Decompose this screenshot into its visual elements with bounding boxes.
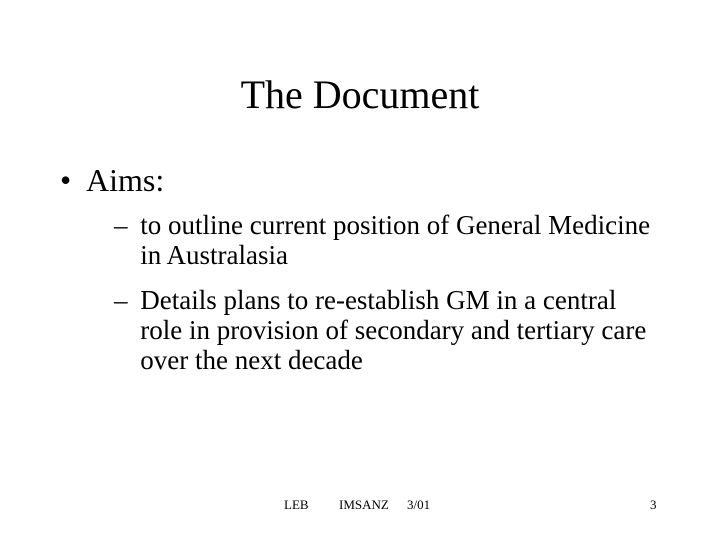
bullet-aims	[60, 161, 164, 199]
subpoint-1-line-1: to outline current position of General Medicine	[140, 210, 651, 240]
footer-page-number: 3	[650, 497, 657, 512]
subpoint-marker: –	[114, 210, 128, 240]
footer-organization: IMSANZ	[339, 497, 389, 512]
subpoint-marker: –	[114, 285, 128, 315]
bullet-marker: •	[60, 162, 72, 198]
subpoint-2-line-3: over the next decade	[140, 345, 363, 375]
footer-author: LEB	[284, 497, 309, 512]
subpoint-2-line-1: Details plans to re-establish GM in a central	[140, 285, 617, 315]
subpoint-2-line-2: role in provision of secondary and tertiary care	[140, 315, 647, 345]
slide-title: The Document	[240, 72, 480, 117]
subpoint-1-line-2: in Australasia	[140, 240, 288, 270]
footer-date: 3/01	[407, 497, 431, 512]
bullet-text: Aims:	[86, 162, 165, 198]
